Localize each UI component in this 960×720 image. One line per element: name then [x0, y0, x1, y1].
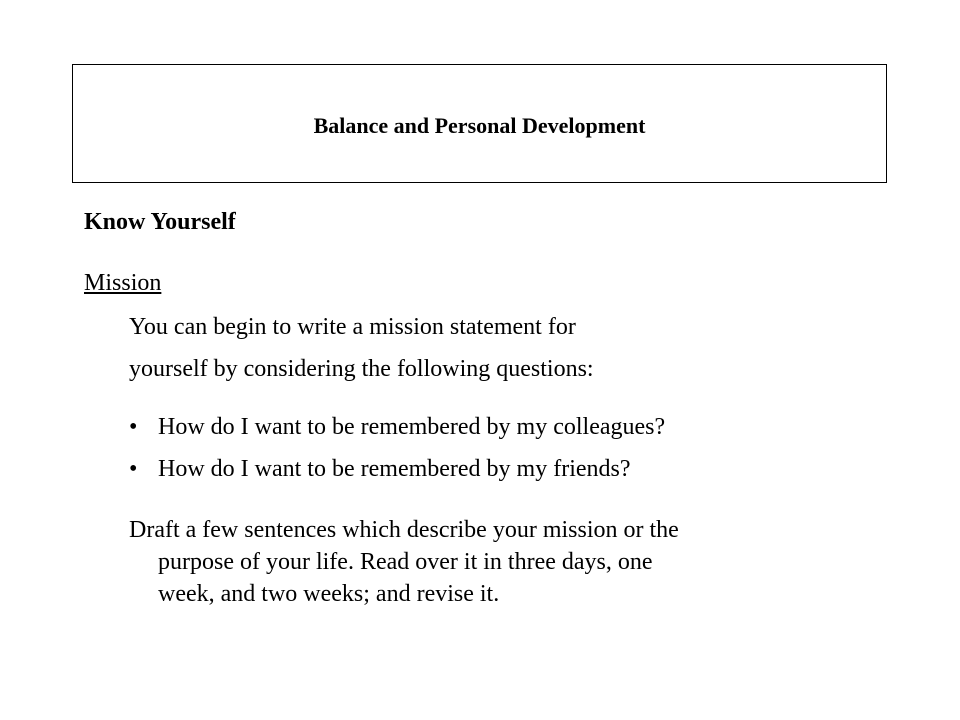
slide-title: Balance and Personal Development	[313, 112, 646, 138]
question-text: How do I want to be remembered by my colleagues?	[158, 414, 666, 440]
section-subheading: Mission	[84, 270, 162, 296]
intro-paragraph	[129, 306, 594, 390]
intro-line-2: yourself by considering the following questions:	[129, 356, 594, 382]
list-item	[129, 448, 665, 490]
closing-paragraph	[129, 514, 869, 610]
question-list	[129, 406, 665, 490]
closing-line-2: purpose of your life. Read over it in three days, one	[158, 549, 653, 575]
closing-line-3: week, and two weeks; and revise it.	[158, 581, 500, 607]
closing-line-1: Draft a few sentences which describe your mission or the	[129, 517, 679, 543]
bullet-icon: •	[129, 456, 138, 482]
title-box	[72, 64, 887, 183]
list-item	[129, 406, 665, 448]
section-heading: Know Yourself	[84, 209, 236, 235]
bullet-icon: •	[129, 414, 138, 440]
intro-line-1: You can begin to write a mission statement for	[129, 314, 576, 340]
question-text: How do I want to be remembered by my friends?	[158, 456, 631, 482]
